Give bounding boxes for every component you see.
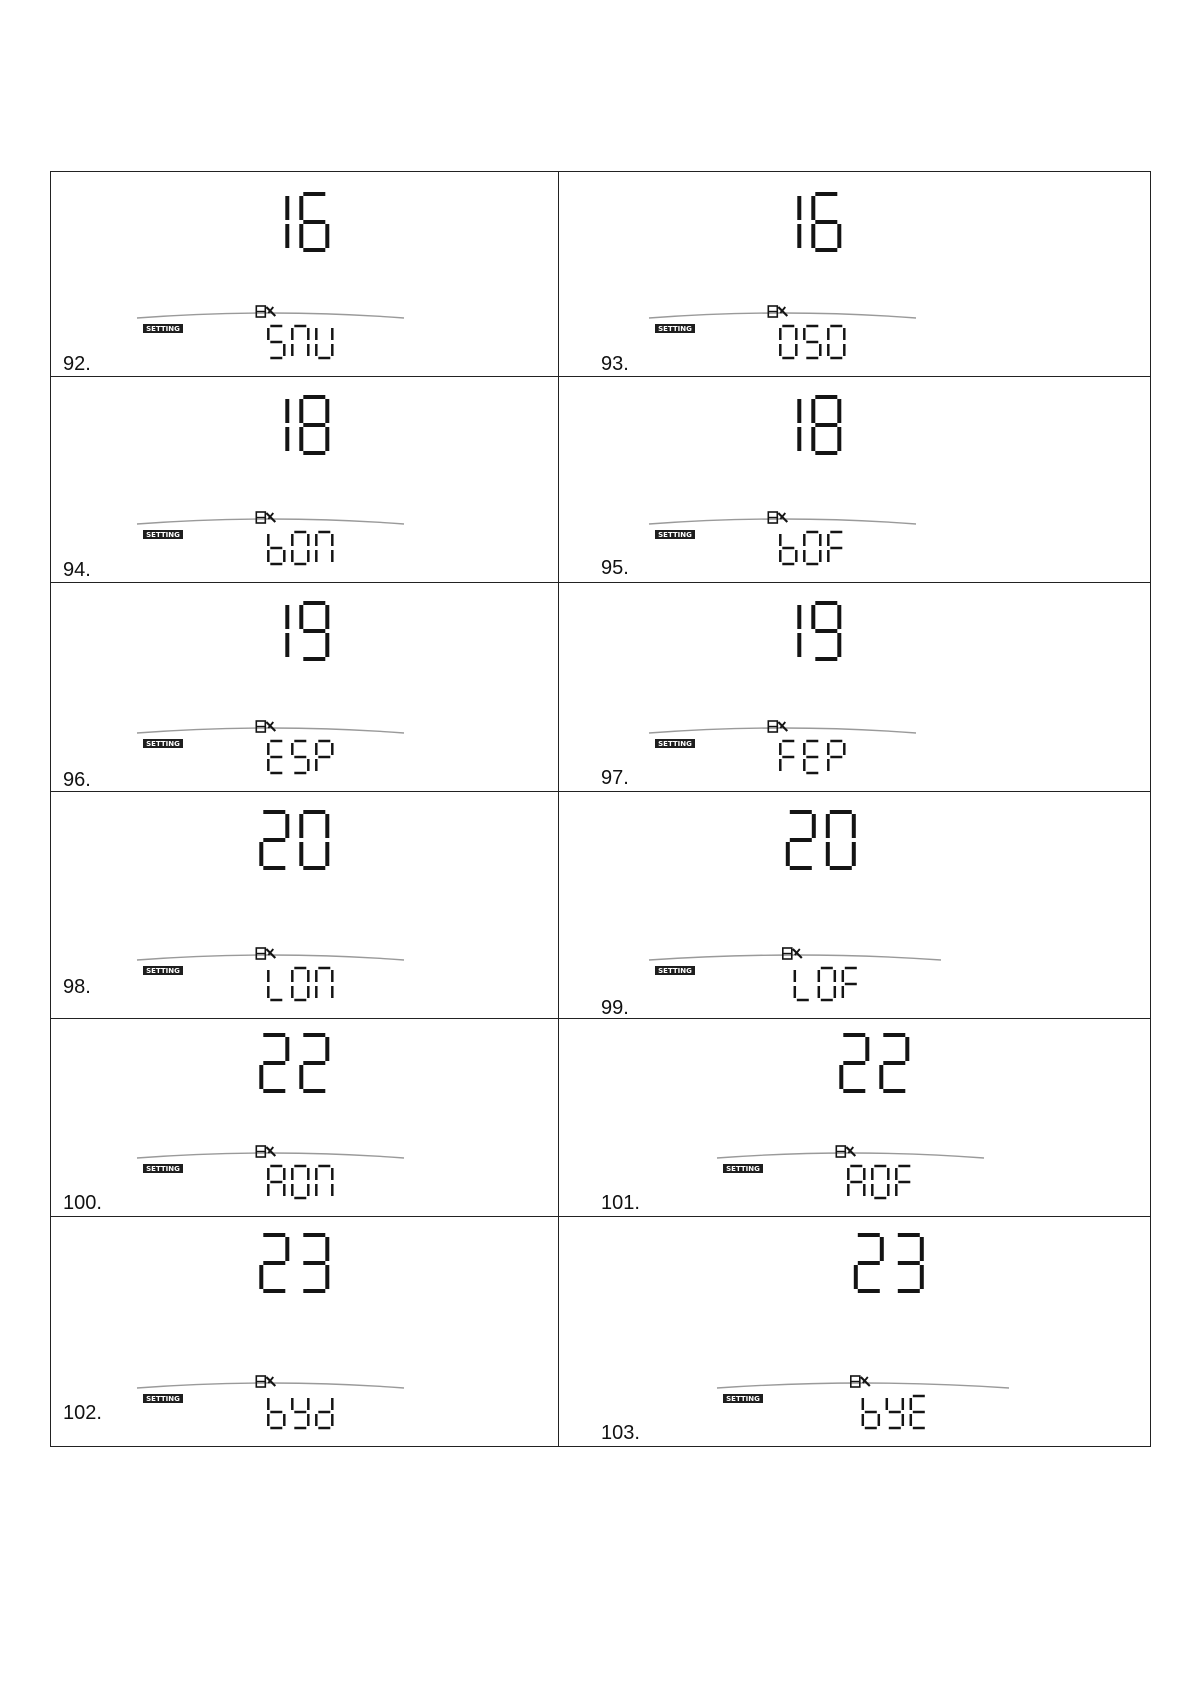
lcd-mode-text — [268, 532, 332, 564]
settings-wrench-icon — [256, 512, 275, 523]
svg-text:SETTING: SETTING — [658, 325, 692, 333]
item-number: 99. — [601, 997, 629, 1018]
item-number: 95. — [601, 557, 629, 579]
lcd-panel — [641, 591, 926, 791]
setting-badge — [655, 324, 695, 333]
table-cell — [51, 583, 558, 791]
settings-wrench-icon — [256, 1146, 275, 1157]
lcd-arc-line — [137, 519, 404, 524]
table-cell — [51, 377, 558, 582]
lcd-display — [129, 800, 414, 1018]
svg-text:SETTING: SETTING — [146, 967, 180, 975]
lcd-setting-number — [287, 397, 327, 453]
lcd-mode-text — [863, 1396, 925, 1428]
lcd-panel — [129, 182, 414, 376]
svg-text:SETTING: SETTING — [726, 1165, 760, 1173]
settings-wrench-icon — [256, 306, 275, 317]
table-cell — [559, 792, 1150, 1018]
setting-badge — [723, 1164, 763, 1173]
setting-badge — [143, 530, 183, 539]
setting-badge — [143, 966, 183, 975]
lcd-display — [641, 182, 926, 376]
svg-text:SETTING: SETTING — [146, 740, 180, 748]
setting-badge — [143, 1164, 183, 1173]
lcd-setting-number — [261, 1035, 327, 1091]
lcd-display — [129, 1023, 414, 1216]
svg-text:SETTING: SETTING — [146, 531, 180, 539]
lcd-panel — [129, 800, 414, 1018]
lcd-panel — [641, 800, 951, 1018]
lcd-arc-line — [649, 728, 916, 733]
lcd-mode-text — [780, 532, 842, 564]
settings-wrench-icon — [256, 721, 275, 732]
item-number: 93. — [601, 353, 629, 375]
lcd-mode-text — [848, 1166, 910, 1198]
lcd-display — [641, 385, 926, 582]
item-number: 103. — [601, 1422, 640, 1444]
settings-wrench-icon — [768, 512, 787, 523]
lcd-panel — [129, 1023, 414, 1216]
lcd-panel — [129, 1223, 414, 1446]
lcd-display — [129, 1223, 414, 1446]
item-number: 100. — [63, 1192, 102, 1214]
lcd-setting-number — [788, 812, 854, 868]
settings-wrench-icon — [783, 948, 802, 959]
table-cell — [51, 1019, 558, 1216]
svg-text:SETTING: SETTING — [146, 1395, 180, 1403]
lcd-mode-text — [268, 741, 332, 773]
setting-badge — [655, 739, 695, 748]
lcd-setting-number — [799, 397, 839, 453]
lcd-setting-number — [287, 194, 327, 250]
lcd-arc-line — [649, 955, 941, 960]
lcd-setting-number — [799, 603, 839, 659]
svg-text:SETTING: SETTING — [658, 967, 692, 975]
lcd-mode-text — [268, 968, 332, 1000]
lcd-arc-line — [137, 1383, 404, 1388]
lcd-setting-number — [841, 1035, 907, 1091]
setting-badge — [143, 1394, 183, 1403]
lcd-mode-text — [780, 741, 844, 773]
settings-wrench-icon — [256, 1376, 275, 1387]
lcd-display — [129, 182, 414, 376]
setting-badge — [143, 324, 183, 333]
table-cell — [51, 792, 558, 1018]
lcd-panel — [709, 1223, 1019, 1446]
lcd-mode-text — [268, 326, 332, 358]
lcd-setting-number — [261, 812, 327, 868]
lcd-mode-text — [268, 1398, 332, 1428]
lcd-settings-table — [50, 171, 1151, 1447]
lcd-display — [709, 1023, 994, 1216]
lcd-display — [129, 591, 414, 791]
item-number: 102. — [63, 1402, 102, 1424]
svg-text:SETTING: SETTING — [726, 1395, 760, 1403]
lcd-arc-line — [137, 728, 404, 733]
table-cell — [559, 1019, 1150, 1216]
lcd-display — [641, 800, 951, 1018]
settings-wrench-icon — [256, 948, 275, 959]
setting-badge — [143, 739, 183, 748]
lcd-setting-number — [799, 194, 839, 250]
setting-badge — [723, 1394, 763, 1403]
lcd-setting-number — [261, 1235, 327, 1291]
lcd-panel — [129, 385, 414, 582]
table-cell — [51, 1217, 558, 1446]
lcd-mode-text — [780, 326, 844, 358]
svg-text:SETTING: SETTING — [146, 325, 180, 333]
lcd-arc-line — [137, 313, 404, 318]
lcd-panel — [641, 182, 926, 376]
lcd-panel — [641, 385, 926, 582]
settings-wrench-icon — [836, 1146, 855, 1157]
lcd-arc-line — [649, 313, 916, 318]
settings-wrench-icon — [851, 1376, 870, 1387]
lcd-display — [129, 385, 414, 582]
svg-text:SETTING: SETTING — [658, 740, 692, 748]
settings-wrench-icon — [768, 306, 787, 317]
table-cell — [559, 172, 1150, 376]
lcd-arc-line — [717, 1153, 984, 1158]
lcd-setting-number — [287, 603, 327, 659]
lcd-panel — [129, 591, 414, 791]
lcd-panel — [709, 1023, 994, 1216]
lcd-arc-line — [717, 1383, 1009, 1388]
lcd-setting-number — [856, 1235, 922, 1291]
item-number: 98. — [63, 976, 91, 998]
svg-text:SETTING: SETTING — [146, 1165, 180, 1173]
lcd-arc-line — [649, 519, 916, 524]
table-cell — [559, 1217, 1150, 1446]
lcd-mode-text — [268, 1166, 332, 1198]
settings-wrench-icon — [768, 721, 787, 732]
table-cell — [559, 583, 1150, 791]
lcd-display — [709, 1223, 1019, 1446]
setting-badge — [655, 530, 695, 539]
lcd-mode-text — [795, 968, 857, 1000]
item-number: 94. — [63, 559, 91, 581]
lcd-arc-line — [137, 1153, 404, 1158]
item-number: 92. — [63, 353, 91, 375]
setting-badge — [655, 966, 695, 975]
table-cell — [51, 172, 558, 376]
lcd-display — [641, 591, 926, 791]
table-cell — [559, 377, 1150, 582]
lcd-arc-line — [137, 955, 404, 960]
svg-text:SETTING: SETTING — [658, 531, 692, 539]
item-number: 96. — [63, 769, 91, 791]
item-number: 97. — [601, 767, 629, 789]
item-number: 101. — [601, 1192, 640, 1214]
